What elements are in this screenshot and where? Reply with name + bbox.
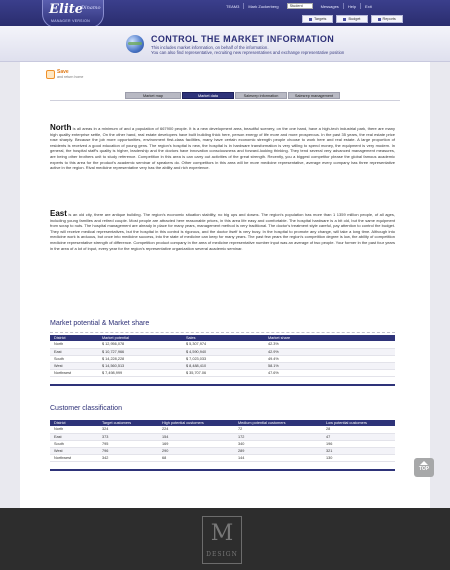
table-row [50,348,395,355]
table-cell: Northwest [50,454,98,461]
table-row [50,369,395,376]
table-row [50,362,395,369]
table-row [50,440,395,447]
table-row [50,447,395,454]
table-cell: 373 [98,433,158,440]
user-bar [222,2,376,10]
table-cell: 321 [322,447,395,454]
table-cell: $ 14,560,513 [98,362,182,369]
table-cell: 196 [322,440,395,447]
market-section-title: Market potential & Market share [50,320,150,327]
divider [50,100,400,101]
table-cell: $ 7,498,999 [98,369,182,376]
page-title: CONTROL THE MARKET INFORMATION [151,34,335,44]
nav-reports-label: Reports [382,16,396,21]
main-content [20,62,430,508]
table-cell: South [50,355,98,362]
table-cell: 47 [322,433,395,440]
save-label: Save [57,69,69,75]
table-cell: East [50,348,98,355]
messages-link[interactable]: Messages [320,3,339,9]
m-design-logo [202,516,242,564]
east-text: is an old city, there are antique building. The region's economic situation stability, no big ups and downs. The region's population has more than 1 1359 million people, of all ages, including young families and retired couple. Most people are attracted here reasonable prices, in this area life easy and comfortable. The hospital hardware is a bit old, but the same equipment from scrap to nuts. The hospital management are already in place for many years, management method is very traditional. The doctor's treatment style careful, pay attention to control the budget. They will receive medical representatives, but the hospital in this control is rigorous, and the doctor itself is very busy. In the hospital to promote any change, will take a long time. Although into medicine work is arduous, but once into medicine success, into the state of medicine can keep for many years. The past few years the region's competition degree is low, the ability of competition medicine representative strength of difference. Competition product company in the area of medicine representative number input was an average of two people. Your former in the past four years in the area of a lot of input, every year for the region's representative organization several academic seminar. [50,212,395,251]
table-cell: 224 [158,426,234,433]
divider [50,384,395,386]
column-header: Market share [264,335,395,341]
help-link[interactable]: Help [347,3,357,9]
table-cell: West [50,362,98,369]
table-cell: 795 [98,440,158,447]
target-icon [309,18,312,21]
page-description-line: You can also find representative, recruiting new representatives and exchange representative position [151,50,345,55]
divider [50,332,395,333]
table-cell: West [50,447,98,454]
reports-icon [378,18,381,21]
team-label: TEAM3 [226,3,240,9]
role-select[interactable]: Student [287,3,313,9]
user-name: Mark Zuckerberg [248,3,279,9]
column-header: District [50,335,98,341]
logo-letter: M [210,521,234,546]
top-header [0,0,450,26]
table-cell: 796 [98,447,158,454]
tab-bar [125,92,340,99]
table-cell: 72 [234,426,322,433]
table-row [50,454,395,461]
table-cell: 169 [158,440,234,447]
table-cell: $ 5,307,974 [182,341,264,348]
north-heading: North [50,123,72,132]
save-sublabel: and return home [57,75,84,79]
column-header: Market potential [98,335,182,341]
north-description [50,124,395,171]
save-button[interactable] [46,67,86,81]
table-cell: 49.4% [264,355,395,362]
tab-salesrep-information[interactable]: Salesrep information [235,92,287,99]
table-cell: 144 [234,454,322,461]
globe-icon [126,35,144,53]
table-cell: 290 [158,447,234,454]
nav-reports-button[interactable] [371,15,403,23]
table-row [50,341,395,348]
table-cell: $ 7,023,033 [182,355,264,362]
table-cell: 172 [234,433,322,440]
divider [50,469,395,471]
column-header: Low potential customers [322,420,395,426]
table-cell: $ 4,590,940 [182,348,264,355]
logo-script-text: Dinamo [81,5,101,11]
column-header: High potential customers [158,420,234,426]
nav-targets-label: Targets [314,16,327,21]
table-row [50,433,395,440]
table-cell: North [50,341,98,348]
table-cell: 28 [322,426,395,433]
tab-market-map[interactable]: Market map [125,92,181,99]
nav-targets-button[interactable] [302,15,333,23]
customer-section-title: Customer classification [50,405,122,412]
table-cell: North [50,426,98,433]
east-description [50,210,395,251]
logo-main-text: Elite [49,2,84,17]
table-cell: 289 [234,447,322,454]
table-row [50,426,395,433]
table-cell: 324 [98,426,158,433]
market-table [50,335,395,377]
top-nav [302,15,403,23]
table-cell: East [50,433,98,440]
table-cell: 42.9% [264,348,395,355]
elite-logo[interactable] [42,0,104,28]
table-cell: 154 [158,433,234,440]
table-cell: $ 12,956,078 [98,341,182,348]
nav-budget-button[interactable] [336,15,367,23]
tab-market-data[interactable]: Market data [182,92,234,99]
customer-table [50,420,395,462]
back-to-top-label: TOP [418,466,430,472]
column-header: District [50,420,98,426]
nav-budget-label: Budget [348,16,361,21]
east-heading: East [50,209,67,218]
tab-salesrep-management[interactable]: Salesrep management [288,92,340,99]
table-cell: $ 35,707.06 [182,369,264,376]
north-text: is all areas in a minimum of and a population of 667900 people. It is a new development area, beautiful scenery, on the one hand, have a high-tech industrial park, there are many high quality enterprise settle, On the other hand, real estate developers have built building thick here, person energy of life more and more prosperous. In the past 35 years, the real estate price rose sharply. Because the job more opportunities, environment first-class facilities, many have certain economic strength people choose to work here and real estate. A large proportion of residents is received a good education of young gens. The region's hospital is new, the hospital is in hardware transformation is very willing to spend money, the equipment is very modern. In general, the hospital staff's quality is higher, leadership and the doctors have innovation consciousness and forward-looking thinking. They tend several very advanced management measures, are being other brothers unit to study reference. Competition in this area is can carry out activities of the great strength. Recently, you a biggest competitor please the global famous academic experts to this area for the product's academic seminar of speakers do. Other competitors in this area will be more medicine representative, average every company has three representative active in the region. Rival medicine representative very has the ability and rich experience. [50,126,395,171]
table-cell: South [50,440,98,447]
page-description [151,45,344,55]
page-description-line: This includes market information, on behalf of the information. [151,45,269,50]
column-header: Target customers [98,420,158,426]
column-header: Sales [182,335,264,341]
table-cell: 47.6% [264,369,395,376]
table-cell: 68 [158,454,234,461]
table-cell: 130 [322,454,395,461]
column-header: Medium potential customers [234,420,322,426]
table-cell: $ 14,228,228 [98,355,182,362]
table-cell: 340 [234,440,322,447]
table-cell: Northwest [50,369,98,376]
table-cell: 58.1% [264,362,395,369]
table-cell: $ 10,727,966 [98,348,182,355]
title-bar [0,26,450,62]
arrow-up-icon [420,461,428,465]
logo-word: DESIGN [206,551,238,558]
footer [0,508,450,570]
exit-link[interactable]: Exit [365,3,372,9]
logo-sub-text: MANAGER VERSION [51,19,90,23]
table-cell: 342 [98,454,158,461]
table-row [50,355,395,362]
table-cell: $ 8,488,410 [182,362,264,369]
table-cell: 42.3% [264,341,395,348]
back-to-top-button[interactable] [414,458,434,477]
save-icon [46,70,55,79]
budget-icon [343,18,346,21]
